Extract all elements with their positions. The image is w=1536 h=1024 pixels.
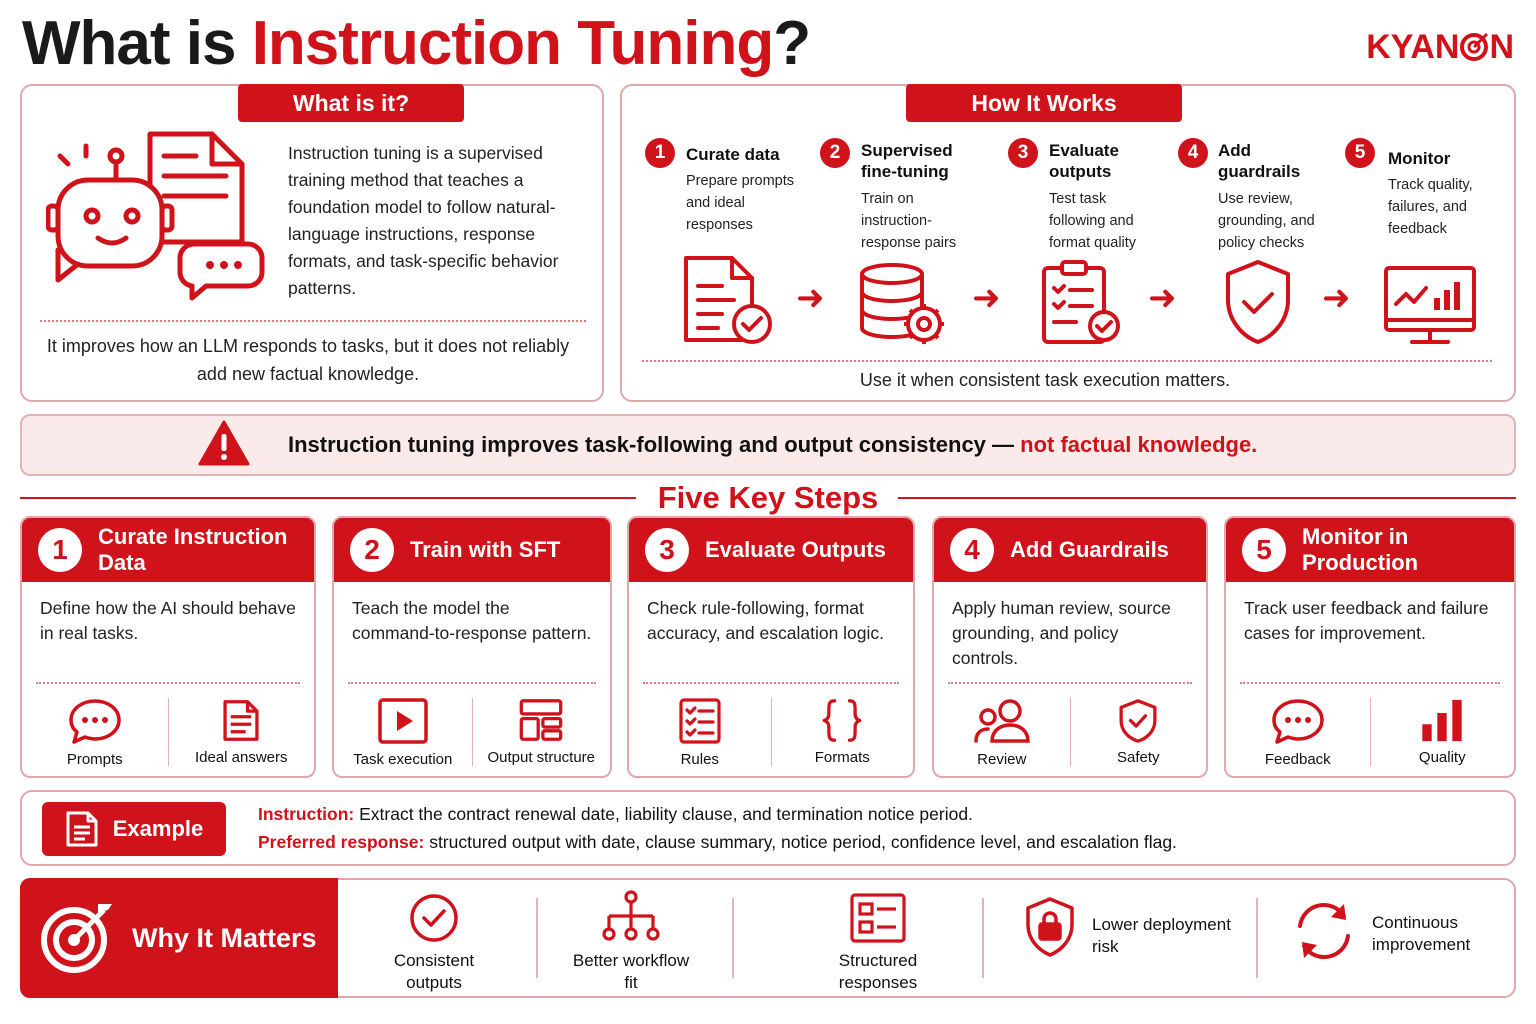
arrow-icon: ➜ — [1148, 279, 1177, 317]
shield-lock-icon — [1024, 896, 1076, 958]
how-step-3-desc: Test task following and format quality — [1049, 191, 1137, 251]
why-item-label: Consistent outputs — [393, 951, 475, 992]
card-title: Train with SFT — [410, 537, 561, 562]
chat-bubble-icon — [1271, 697, 1325, 745]
title-highlight: Instruction Tuning — [251, 9, 774, 78]
card-title: Curate Instruction Data — [98, 524, 288, 575]
page-title — [22, 8, 810, 79]
how-step-2-desc: Train on instruction-response pairs — [861, 191, 957, 251]
example-label: Example — [112, 816, 204, 841]
icon-label: Rules — [680, 751, 719, 768]
logo-text-b: N — [1489, 28, 1514, 66]
why-item-5: Continuous improvement — [1372, 913, 1471, 954]
card-number: 4 — [950, 528, 994, 572]
step-card-4 — [932, 516, 1208, 778]
divider — [20, 497, 636, 499]
database-gear-icon — [858, 262, 948, 348]
response-label: Preferred response: — [258, 832, 425, 852]
why-it-matters-header — [20, 878, 338, 998]
document-icon — [220, 698, 262, 743]
card-description: Define how the AI should behave in real tasks. — [40, 598, 296, 643]
step-card-3 — [627, 516, 915, 778]
safety-item — [1070, 698, 1207, 766]
how-it-works-footer: Use it when consistent task execution matters. — [859, 370, 1231, 390]
card-number: 5 — [1242, 528, 1286, 572]
what-is-it-label: What is it? — [238, 84, 464, 122]
card-header — [1226, 518, 1514, 582]
arrow-icon: ➜ — [1322, 279, 1351, 317]
banner-highlight: not factual knowledge. — [1020, 432, 1258, 457]
braces-icon — [820, 698, 864, 743]
how-step-1-desc: Prepare prompts and ideal responses — [686, 173, 794, 233]
checklist-icon — [678, 697, 722, 745]
why-item-label: Better workflow fit — [572, 951, 690, 992]
kyanon-logo — [1366, 28, 1514, 67]
divider — [732, 898, 734, 978]
cycle-icon — [1288, 896, 1360, 966]
divider — [982, 898, 984, 978]
layout-icon — [517, 698, 565, 743]
why-item-label: Structured responses — [838, 951, 918, 992]
card-title: Evaluate Outputs — [705, 537, 886, 562]
check-circle-icon — [408, 892, 460, 944]
example-badge — [42, 802, 226, 856]
divider — [898, 497, 1516, 499]
card-title: Monitor in Production — [1302, 524, 1419, 575]
output-structure-item — [472, 698, 611, 766]
target-logo-icon — [1459, 32, 1489, 62]
document-check-icon — [682, 254, 774, 346]
review-item — [934, 684, 1070, 778]
why-item-1 — [374, 892, 494, 994]
how-it-works-label: How It Works — [906, 84, 1182, 122]
card-description: Teach the model the command-to-response pattern. — [352, 598, 592, 643]
five-key-steps-title: Five Key Steps — [657, 480, 879, 515]
hierarchy-icon — [601, 890, 661, 944]
icon-label: Formats — [814, 749, 870, 766]
card-number: 2 — [350, 528, 394, 572]
why-item-2 — [566, 890, 696, 994]
card-header — [22, 518, 314, 582]
how-step-4-number: 4 — [1178, 138, 1208, 168]
divider — [1256, 898, 1258, 978]
response-text: structured output with date, clause summary, notice period, confidence level, and escalation flag. — [424, 832, 1177, 852]
what-is-it-note: It improves how an LLM responds to tasks, but it does not reliably add new factual knowledge. — [46, 336, 570, 384]
shield-icon — [1116, 698, 1160, 743]
quality-item — [1370, 698, 1515, 766]
icon-label: Prompts — [66, 751, 123, 768]
card-title: Add Guardrails — [1010, 537, 1169, 562]
what-is-it-description: Instruction tuning is a supervised training method that teaches a foundation model to follow natural-language instructions, response formats, and task-specific behavior patterns. — [288, 143, 559, 298]
how-step-4-desc: Use review, grounding, and policy checks — [1218, 191, 1315, 251]
how-step-2-number: 2 — [820, 138, 850, 168]
task-execution-item — [334, 684, 472, 778]
how-step-4-title: Add guardrails — [1218, 141, 1301, 181]
example-panel — [20, 790, 1516, 866]
banner-main-text: Instruction tuning improves task-following and output consistency — — [288, 432, 1021, 457]
clipboard-check-icon — [1040, 258, 1124, 346]
target-icon — [40, 900, 116, 976]
monitor-chart-icon — [1382, 264, 1478, 348]
card-description: Apply human review, source grounding, and policy controls. — [952, 598, 1171, 668]
step-card-2 — [332, 516, 612, 778]
how-step-5-number: 5 — [1345, 138, 1375, 168]
instruction-label: Instruction: — [258, 804, 355, 824]
card-header — [629, 518, 913, 582]
how-step-2-title: Supervised fine-tuning — [861, 141, 953, 181]
how-step-1-number: 1 — [645, 138, 675, 168]
icon-label: Feedback — [1264, 751, 1331, 768]
why-item-4: Lower deployment risk — [1092, 915, 1231, 956]
divider — [536, 898, 538, 978]
play-icon — [377, 697, 429, 745]
example-instruction — [258, 804, 973, 825]
how-step-1-title: Curate data — [686, 145, 780, 164]
logo-text-a: KYAN — [1366, 28, 1460, 66]
icon-label: Review — [977, 751, 1027, 768]
rules-item — [629, 684, 771, 778]
ideal-answers-item — [168, 698, 315, 766]
card-number: 1 — [38, 528, 82, 572]
step-card-1 — [20, 516, 316, 778]
warning-icon — [198, 420, 250, 466]
robot-chat-icon — [46, 126, 266, 306]
formats-item — [771, 698, 914, 766]
icon-label: Safety — [1116, 749, 1160, 766]
how-step-5-desc: Track quality, failures, and feedback — [1388, 177, 1473, 237]
example-response — [258, 832, 1177, 853]
shield-check-icon — [1222, 258, 1294, 346]
why-item-3 — [818, 892, 938, 994]
banner-text — [288, 432, 1257, 458]
step-card-5 — [1224, 516, 1516, 778]
how-step-5-title: Monitor — [1388, 149, 1451, 168]
card-description: Check rule-following, format accuracy, and escalation logic. — [647, 598, 885, 643]
arrow-icon: ➜ — [972, 279, 1001, 317]
card-header — [334, 518, 610, 582]
divider — [642, 360, 1492, 362]
instruction-text: Extract the contract renewal date, liability clause, and termination notice period. — [354, 804, 973, 824]
card-number: 3 — [645, 528, 689, 572]
title-suffix: ? — [773, 9, 811, 78]
why-it-matters-title: Why It Matters — [132, 922, 317, 953]
document-icon — [65, 810, 99, 848]
how-step-3-number: 3 — [1008, 138, 1038, 168]
icon-label: Ideal answers — [194, 749, 288, 766]
title-prefix: What is — [22, 9, 252, 78]
bar-chart-icon — [1419, 698, 1465, 743]
icon-label: Output structure — [487, 749, 596, 766]
users-icon — [974, 697, 1030, 745]
feedback-item — [1226, 684, 1370, 778]
icon-label: Task execution — [353, 751, 453, 768]
form-icon — [849, 892, 907, 944]
prompts-item — [22, 684, 168, 778]
divider — [40, 320, 586, 322]
card-description: Track user feedback and failure cases for improvement. — [1244, 598, 1489, 643]
chat-bubble-icon — [68, 697, 122, 745]
card-header — [934, 518, 1206, 582]
arrow-icon: ➜ — [796, 279, 825, 317]
how-step-3-title: Evaluate outputs — [1049, 141, 1119, 181]
icon-label: Quality — [1418, 749, 1466, 766]
